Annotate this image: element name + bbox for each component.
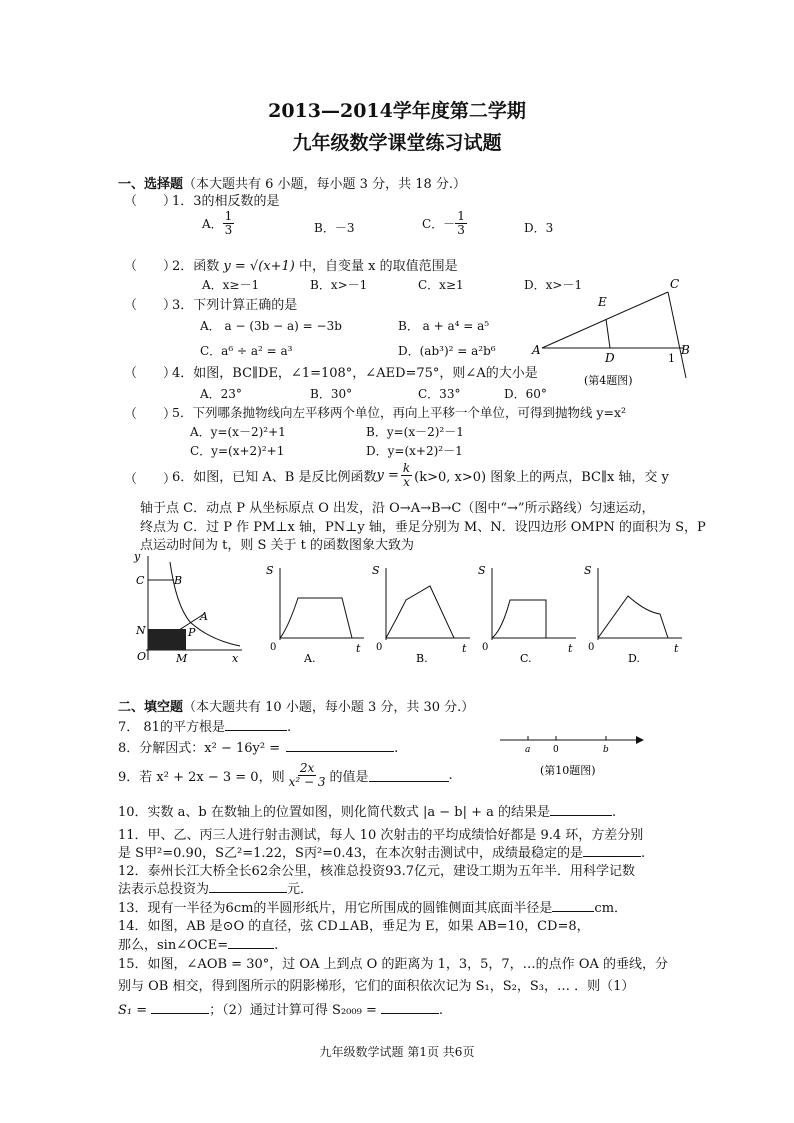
fig6-option-a-graph[interactable] [262, 560, 368, 666]
q15-answer-blank-2[interactable] [381, 1001, 439, 1014]
figure-4-diagram [528, 274, 708, 389]
fig4-label-d: D [605, 351, 615, 365]
q4-bracket[interactable]: （ ） [124, 366, 177, 381]
fig6d-label-s: S [584, 564, 592, 577]
q6-line-2: 轴于点 C．动点 P 从坐标原点 O 出发，沿 O→A→B→C（图中“→”所示路线）匀速运动， [140, 501, 655, 516]
fig6-label-o: O [137, 650, 147, 663]
q9-num: 2x [299, 760, 315, 775]
fig4-label-a: A [532, 343, 541, 357]
q1-a-den: 3 [224, 223, 233, 237]
q2-expression: y = √(x+1) [223, 259, 295, 274]
fig6a-label-0: 0 [270, 642, 277, 653]
exam-year-title: 2013—2014学年度第二学期 [268, 100, 526, 122]
fig4-label-e: E [598, 295, 607, 309]
q2-stem-a: 2．函数 [172, 259, 224, 274]
q5-option-a[interactable]: A．y=(x－2)²+1 [190, 425, 286, 439]
q1-a-prefix: A． [202, 217, 223, 231]
q3-option-c[interactable]: C．a⁶ ÷ a² = a³ [200, 344, 293, 358]
q6-k-over-x [401, 462, 412, 489]
fig6a-label-t: t [356, 642, 361, 655]
fig6a-curve [280, 598, 352, 638]
fig6-option-c-graph[interactable] [474, 560, 580, 666]
page-footer: 九年级数学试题 第1页 共6页 [319, 1045, 475, 1059]
q2-stem-b: 中，自变量 x 的取值范围是 [294, 259, 458, 274]
q8-text: 8．分解因式：x² − 16y² = [118, 741, 281, 756]
fig6c-label-s: S [478, 564, 486, 577]
q5-option-b[interactable]: B．y=(x－2)²－1 [366, 425, 464, 439]
q15-s1-label: S₁ = [118, 1003, 148, 1018]
q1-c-den: 3 [457, 223, 465, 237]
q1-a-fraction [223, 210, 235, 237]
fig6b-caption: B. [416, 652, 428, 665]
exam-subject-title: 九年级数学课堂练习试题 [292, 132, 502, 154]
q2-option-d[interactable]: D．x>－1 [524, 278, 583, 292]
figure-10-number-line [496, 728, 646, 782]
q2-option-c[interactable]: C．x≥1 [418, 278, 464, 292]
fig6c-caption: C. [520, 652, 532, 665]
figure-6-diagram [132, 550, 248, 666]
q10-answer-blank[interactable] [550, 803, 612, 816]
q7-end: . [286, 720, 292, 735]
q6-line-1 [172, 460, 669, 490]
q6-k: k [402, 460, 411, 475]
fig10-label-b: b [603, 745, 609, 755]
q1-c-prefix: C．－ [422, 217, 456, 231]
fig10-arrow [636, 736, 644, 744]
section-1-title: 一、选择题 [118, 177, 184, 192]
q11-answer-blank[interactable] [583, 844, 641, 857]
q6-line-3: 终点为 C．过 P 作 PM⊥x 轴，PN⊥y 轴，垂足分别为 M、N．设四边形 OMPN 的面积为 S，P [140, 520, 706, 535]
section-2-heading [118, 696, 474, 715]
q6-line1-a: 6．如图，已知 A、B 是反比例函数 [172, 469, 377, 485]
q6-x: x [403, 474, 410, 489]
q10-end: . [612, 805, 617, 820]
fig6d-label-0: 0 [588, 642, 595, 653]
q3-option-a[interactable]: A． a − (3b − a) = −3b [200, 319, 342, 333]
q14-answer-blank[interactable] [228, 936, 274, 949]
q2-stem [172, 255, 458, 274]
q14-text: 那么，sin∠OCE= [118, 938, 229, 953]
q15-line-3 [118, 999, 443, 1018]
q4-option-d[interactable]: D．60° [504, 387, 547, 401]
q1-c-fraction [455, 210, 467, 237]
q3-option-d[interactable]: D．(ab³)² = a²b⁶ [398, 344, 496, 358]
fig6-label-a: A [200, 610, 208, 623]
q9-fraction [289, 762, 326, 789]
fig6a-label-s: S [266, 564, 274, 577]
fig4-caption: (第4题图) [584, 374, 633, 387]
fig6a-caption: A. [304, 652, 316, 665]
q6-line1-b: (k>0, x>0) 图象上的两点，BC∥x 轴，交 y [414, 469, 669, 485]
q1-a-num: 1 [224, 209, 233, 223]
q1-stem: 1．3的相反数的是 [172, 194, 280, 209]
fig4-label-1: 1 [668, 352, 675, 365]
q8-end: . [394, 741, 399, 756]
q8-line [118, 737, 398, 756]
q15-text-b: ；（2）通过计算可得 S₂₀₀₉ = [209, 1003, 377, 1018]
q4-option-b[interactable]: B．30° [310, 387, 353, 401]
q13-line [118, 897, 627, 916]
q12-answer-blank[interactable] [209, 880, 287, 893]
q15-answer-blank-1[interactable] [151, 1001, 209, 1014]
q5-stem: 5．下列哪条抛物线向左平移两个单位，再向上平移一个单位，可得到抛物线 y=x² [172, 405, 627, 420]
section-2-title: 二、填空题 [118, 700, 184, 715]
q13-text: 13．现有一半径为6cm的半圆形纸片，用它所围成的圆锥侧面其底面半径是 [118, 901, 553, 916]
fig6b-label-0: 0 [376, 642, 383, 653]
q1-bracket[interactable]: （ ） [124, 194, 177, 209]
fig6b-label-t: t [462, 642, 467, 655]
q9-post: 的值是 [329, 769, 369, 785]
fig6-label-n: N [136, 624, 146, 637]
fig6c-curve [492, 600, 546, 638]
q9-den: x² − 3 [288, 774, 326, 789]
fig6c-label-0: 0 [482, 642, 489, 653]
q11-end: . [641, 846, 646, 861]
q8-answer-blank[interactable] [286, 739, 394, 752]
q15-line-2: 别与 OB 相交，得到图所示的阴影梯形，它们的面积依次记为 S₁，S₂，S₃，… ．则（1） [118, 979, 635, 994]
fig6d-curve [598, 596, 668, 638]
fig10-label-0: 0 [553, 745, 559, 755]
q15-line-1: 15．如图，∠AOB = 30°，过 OA 上到点 O 的距离为 1，3，5，7，…的点作 OA 的垂线，分 [118, 957, 668, 972]
q12-unit: 元． [287, 882, 314, 897]
q9-line [118, 756, 453, 794]
q6-y-eq: y = [376, 467, 399, 483]
q5-option-d[interactable]: D．y=(x+2)²－1 [366, 444, 463, 458]
q13-answer-blank[interactable] [552, 899, 594, 912]
q9-end: . [448, 767, 453, 783]
fig4-line-de [606, 319, 610, 348]
q7-answer-blank[interactable] [225, 718, 287, 731]
fig4-label-c: C [670, 277, 680, 291]
q1-option-c[interactable] [422, 210, 467, 237]
fig6d-label-t: t [674, 642, 679, 655]
q9-answer-blank[interactable] [369, 769, 449, 782]
q10-line [118, 801, 616, 820]
fig6-option-d-graph[interactable] [580, 560, 686, 666]
fig6b-label-s: S [372, 564, 380, 577]
q14-end: . [274, 938, 279, 953]
fig6-label-m: M [176, 652, 188, 665]
q9-text: 9．若 x² + 2x − 3 = 0，则 [118, 769, 285, 785]
q5-option-c[interactable]: C．y=(x+2)²+1 [190, 444, 285, 458]
q4-option-c[interactable]: C．33° [418, 387, 461, 401]
fig4-label-b: B [681, 343, 690, 357]
q6-line-4: 点运动时间为 t，则 S 关于 t 的函数图象大致为 [140, 538, 415, 553]
q3-stem: 3．下列计算正确的是 [172, 298, 298, 313]
fig6-option-b-graph[interactable] [368, 560, 474, 666]
q11-line-1: 11．甲、乙、丙三人进行射击测试，每人 10 次射击的平均成绩恰好都是 9.4 环，方差分别 [118, 828, 644, 843]
q14-line-2 [118, 934, 278, 953]
q1-option-b[interactable]: B．－3 [314, 221, 355, 235]
q7-line [118, 716, 291, 735]
fig4-line-cb [668, 292, 686, 378]
q11-line-2 [118, 842, 645, 861]
q14-line-1: 14．如图，AB 是⊙O 的直径，弦 CD⊥AB，垂足为 E，如果 AB=10，CD=8， [118, 919, 590, 934]
q12-line-1: 12．泰州长江大桥全长62余公里，核准总投资93.7亿元，建设工期为五年半．用科学记数 [118, 864, 636, 879]
section-1-note: （本大题共有 6 小题，每小题 3 分，共 18 分.） [183, 177, 467, 192]
q13-unit: cm． [594, 901, 628, 916]
q5-bracket[interactable]: （ ） [124, 407, 177, 422]
fig6-label-y: y [134, 550, 141, 563]
q11-text: 是 S甲²=0.90，S乙²=1.22，S丙²=0.43，在本次射击测试中，成绩最稳定的是 [118, 846, 583, 861]
q2-option-b[interactable]: B．x>－1 [310, 278, 368, 292]
q12-text: 法表示总投资为 [118, 882, 210, 897]
q15-end: . [438, 1003, 443, 1018]
q3-bracket[interactable]: （ ） [124, 298, 177, 313]
fig6d-caption: D. [628, 652, 640, 665]
q1-option-d[interactable]: D．3 [524, 221, 554, 235]
q7-text: 7． 81的平方根是 [118, 720, 225, 735]
fig6-label-c: C [136, 574, 145, 587]
q4-stem: 4．如图，BC∥DE，∠1=108°，∠AED=75°，则∠A的大小是 [172, 366, 538, 381]
fig6-label-b: B [174, 574, 183, 587]
q2-option-a[interactable]: A．x≥－1 [202, 278, 260, 292]
q3-option-b[interactable]: B． a + a⁴ = a⁵ [398, 319, 490, 333]
fig10-caption: (第10题图) [540, 764, 596, 777]
fig6c-label-t: t [568, 642, 573, 655]
section-2-note: （本大题共有 10 小题，每小题 3 分，共 30 分.） [183, 700, 475, 715]
q10-text: 10．实数 a、b 在数轴上的位置如图，则化简代数式 |a − b| + a 的结果是 [118, 805, 551, 820]
q12-line-2 [118, 878, 313, 897]
q1-option-a[interactable] [202, 210, 234, 237]
fig10-label-a: a [525, 745, 531, 755]
fig6-label-p: P [188, 626, 196, 639]
fig6-shaded-rect [148, 629, 186, 650]
fig6-label-x: x [232, 652, 239, 665]
q4-option-a[interactable]: A．23° [200, 387, 242, 401]
fig6b-curve [386, 586, 454, 638]
q6-bracket[interactable]: （ ） [124, 472, 177, 487]
q1-c-num: 1 [457, 209, 465, 223]
q2-bracket[interactable]: （ ） [124, 259, 177, 274]
